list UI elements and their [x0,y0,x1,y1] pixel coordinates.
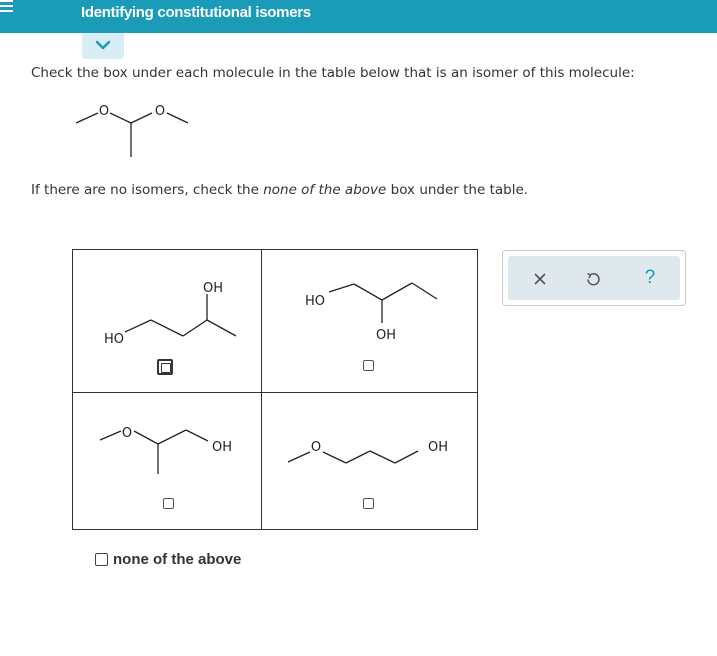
option-cell-4 [262,393,478,529]
page-title: Identifying constitutional isomers [81,4,311,21]
menu-icon[interactable] [0,0,13,16]
collapse-tab[interactable] [82,33,124,59]
x-icon [534,273,546,285]
m1-hydroxyl-label: HO [103,332,125,347]
m1-hydroxyl-label: OH [202,281,224,296]
reference-molecule [70,95,200,165]
option-cell-1 [73,250,261,392]
m4-oxygen-label: O [310,440,322,455]
m3-oxygen-label: O [121,426,133,441]
option-checkbox-1[interactable] [157,359,173,375]
undo-icon [585,271,601,287]
option-cell-2 [262,250,478,392]
option-checkbox-2[interactable] [363,360,374,371]
top-bar [0,0,717,33]
help-button[interactable] [630,256,670,300]
answer-toolbox [502,250,686,306]
ref-oxygen-1: O [98,104,110,119]
m2-hydroxyl-label: OH [375,328,397,343]
none-of-the-above-checkbox[interactable] [95,553,108,566]
ref-oxygen-2: O [154,104,166,119]
instruction-note: If there are no isomers, check the none of the above box under the table. [31,182,529,198]
option-cell-3 [73,393,261,529]
undo-button[interactable] [573,256,613,300]
m4-hydroxyl-label: OH [427,440,449,455]
none-of-the-above-label: none of the above [113,551,242,568]
chevron-down-icon [95,40,111,51]
none-of-the-above-option[interactable] [95,549,241,568]
clear-button[interactable] [520,256,560,300]
m3-hydroxyl-label: OH [211,440,233,455]
m2-hydroxyl-label: HO [304,294,326,309]
option-checkbox-3[interactable] [163,498,174,509]
option-checkbox-4[interactable] [363,498,374,509]
question-icon: ? [644,267,656,288]
question-prompt: Check the box under each molecule in the table below that is an isomer of this molecule: [31,65,635,81]
